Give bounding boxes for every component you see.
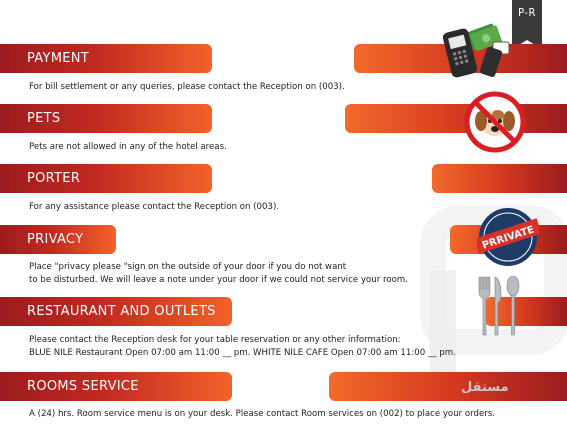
payment-terminal-icon <box>443 20 513 80</box>
text-line: Pets are not allowed in any of the hotel areas. <box>29 142 227 152</box>
text-line: to be disturbed. We will leave a note under your door if we could not service your room. <box>29 274 408 285</box>
section-header-privacy <box>0 225 116 254</box>
text-line: BLUE NILE Restaurant Open 07:00 am 11:00 __ pm. WHITE NILE CAFE Open 07:00 am 11:00 __ pm. <box>29 347 456 358</box>
section-bar-right-pets <box>345 104 567 133</box>
section-title: PAYMENT <box>27 51 90 66</box>
section-text-porter <box>29 201 279 214</box>
section-title: ROOMS SERVICE <box>27 379 139 394</box>
text-line: For bill settlement or any queries, please contact the Reception on (003). <box>29 82 345 92</box>
section-bar-right-porter <box>432 164 567 193</box>
text-line: A (24) hrs. Room service menu is on your desk. Please contact Room services on (002) to place your orders. <box>29 409 496 419</box>
section-header-rooms-service <box>0 372 232 401</box>
section-title: PORTER <box>27 171 81 186</box>
section-title: PETS <box>27 111 61 126</box>
no-pets-icon <box>461 91 529 153</box>
section-title: PRIVACY <box>27 232 84 247</box>
text-line: For any assistance please contact the Reception on (003). <box>29 202 280 212</box>
text-line: Place "privacy please "sign on the outside of your door if you do not want <box>29 262 347 272</box>
cutlery-icon <box>473 275 525 337</box>
page-tag-label: P-R <box>518 6 536 19</box>
section-header-porter <box>0 164 212 193</box>
section-text-pets <box>29 141 227 154</box>
section-header-restaurant <box>0 297 232 326</box>
text-line: Please contact the Reception desk for your table reservation or any other information: <box>29 335 401 345</box>
section-text-privacy <box>29 261 408 286</box>
page-tag <box>512 0 542 40</box>
private-stamp-icon <box>477 206 539 268</box>
section-text-restaurant <box>29 334 456 359</box>
section-header-payment <box>0 44 212 73</box>
section-text-rooms-service <box>29 408 495 421</box>
watermark-logo: مستقل <box>461 380 509 395</box>
private-stamp-text: PRRIVATE <box>480 224 536 252</box>
section-bar-right-rooms-service <box>329 372 567 401</box>
section-title: RESTAURANT AND OUTLETS <box>27 304 216 319</box>
section-text-payment <box>29 81 345 94</box>
section-header-pets <box>0 104 212 133</box>
